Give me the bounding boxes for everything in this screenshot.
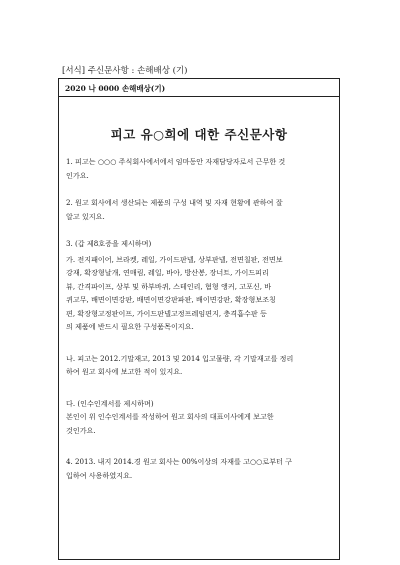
- form-label: [서식] 주신문사항 : 손해배상 (기): [62, 66, 188, 76]
- question-3-c: 다. (인수인계서를 제시하며) 본인이 위 인수인계서를 작성하여 원고 회사의 대표이사에게 보고한 것인가요.: [66, 398, 274, 435]
- question-2: 2. 원고 회사에서 생산되는 제품의 구성 내역 및 자재 현황에 관하여 잘 알고 있지요.: [66, 198, 283, 221]
- question-4: 4. 2013. 내지 2014.경 원고 회사는 00%이상의 자재를 고○○로부터 구 입하여 사용하였지요.: [66, 457, 293, 480]
- question-1: 1. 피고는 ○○○ 주식회사에서에서 임마동안 자재담당자로서 근무한 것 인가요.: [66, 157, 286, 180]
- document-title: 피고 유○희에 대한 주신문사항: [110, 127, 288, 142]
- question-3-a: 가. 전지패이어, 브라켓, 레일, 가이드판넬, 상부판넬, 전면칠판, 전면보 강재, 확장형날개, 연매림, 레일, 바아, 방산봉, 장너트, 가이드피리 뷰, 간격파이프, 상부 및 하부바퀴, 스테인리, 혐형 앵커, 고포신, 바 퀴고무, 배면이면강판, 배면이면강판파판, 배이면강판, 확장형보조칭 편, 확장형고정판이프, 가이드판넬고정프레임편지, 충격흡수판 등 의 제품에 반드시 필요한 구성품목이지요.: [66, 254, 283, 331]
- question-3: 3. (갑 제8호증을 제시하며): [66, 239, 152, 248]
- question-3-b: 나. 피고는 2012.기말재고, 2013 및 2014 입고물량, 각 기말재고를 정리 하여 원고 회사에 보고한 적이 있지요.: [66, 353, 294, 376]
- document-frame: [58, 78, 340, 560]
- case-number-line: 2020 나 0000 손해배상(기): [59, 79, 339, 97]
- question-list: [66, 155, 332, 496]
